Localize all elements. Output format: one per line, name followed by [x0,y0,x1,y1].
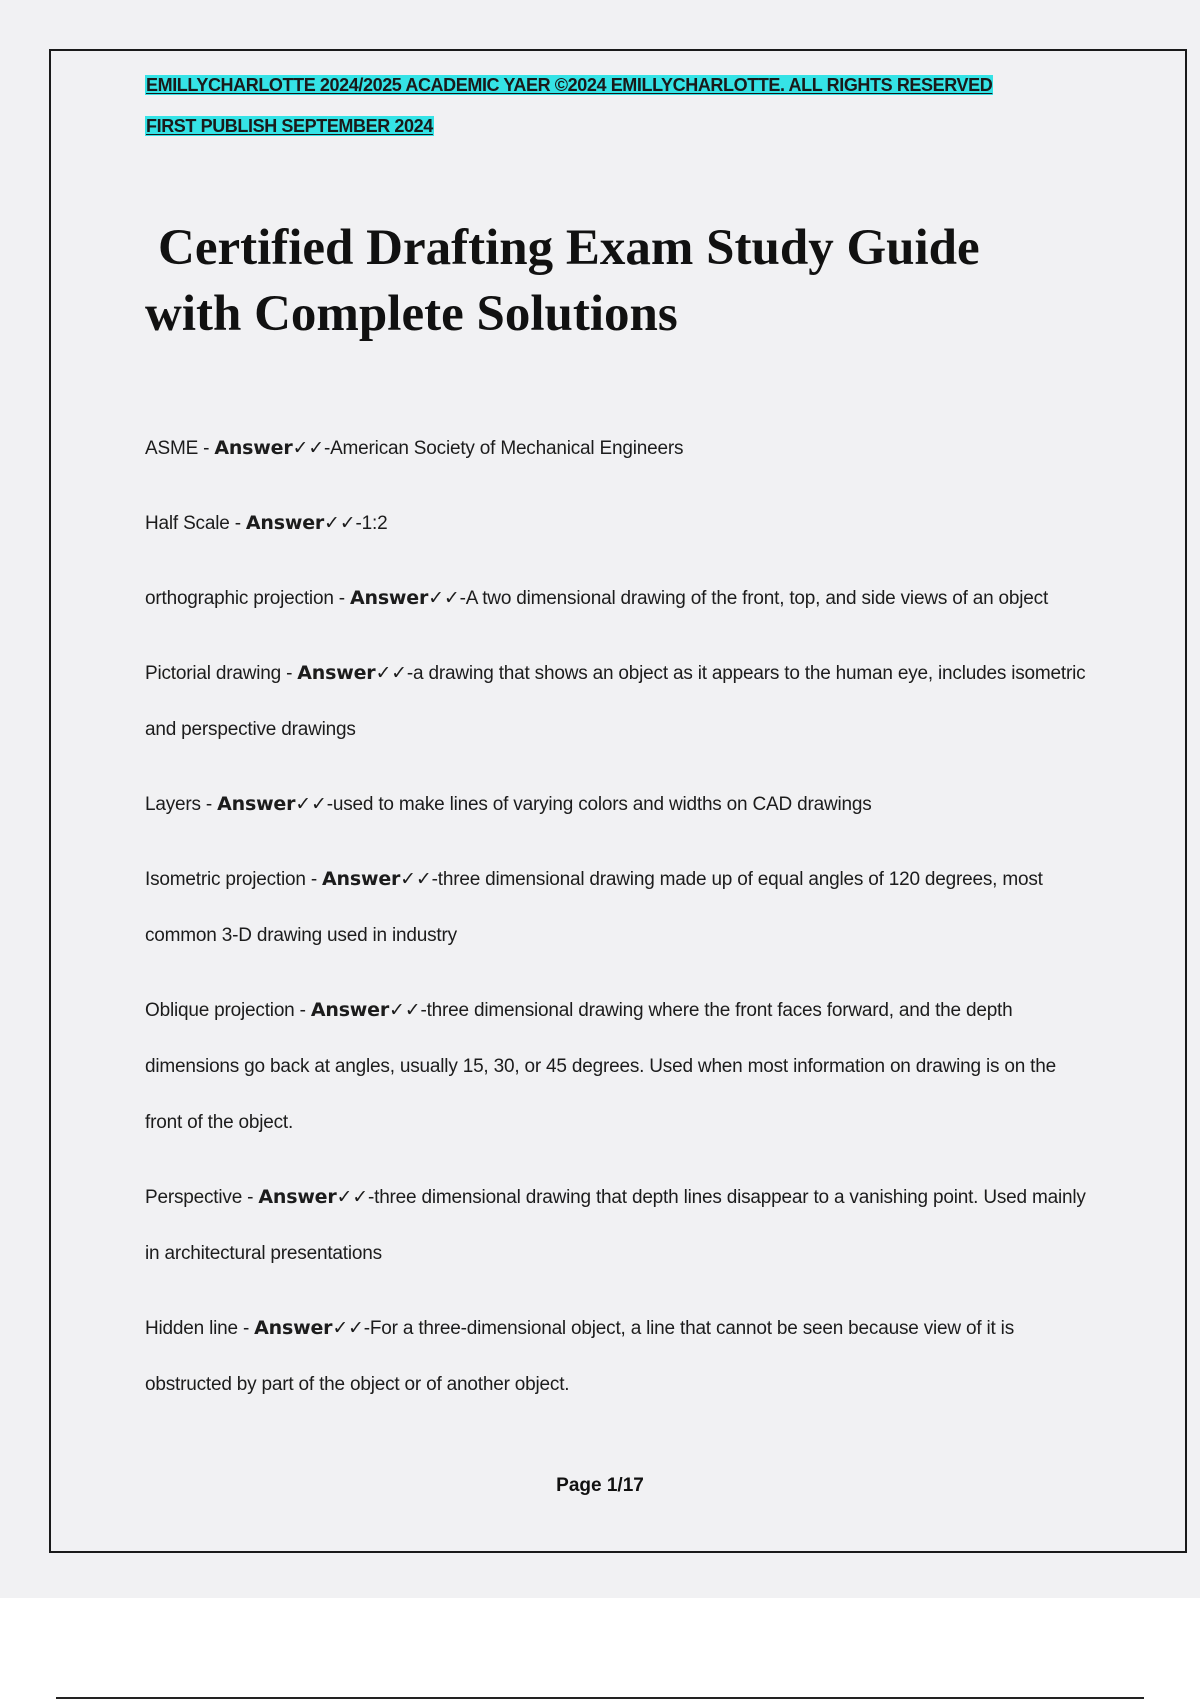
qa-entry: Isometric projection - Answer✓✓-three dimensional drawing made up of equal angles of 120 degrees, most common 3-D drawing used in industry [145,868,1043,946]
entry-term: orthographic projection [145,588,334,609]
qa-entry: Oblique projection - Answer✓✓-three dimensional drawing where the front faces forward, and the depth dimensions go back at angles, usually 15, 30, or 45 degrees. Used when most information on drawing is on the front of the object. [145,999,1056,1133]
qa-entry: Half Scale - Answer✓✓-1:2 [145,512,388,534]
answer-marker: Answer✓✓ [245,512,356,534]
copyright-header: EMILLYCHARLOTTE 2024/2025 ACADEMIC YAER ©2024 EMILLYCHARLOTTE. ALL RIGHTS RESERVED [146,75,993,95]
qa-entry: ASME - Answer✓✓-American Society of Mechanical Engineers [145,437,684,459]
entry-answer: For a three-dimensional object, a line that cannot be seen because view of it is obstructed by part of the object or of another object. [145,1318,1015,1395]
entry-term: Perspective [145,1187,243,1208]
page-number: Page 1/17 [556,1475,644,1496]
answer-marker: Answer✓✓ [217,793,327,815]
answer-marker: Answer✓✓ [297,662,407,684]
entry-answer: used to make lines of varying colors and widths on CAD drawings [332,794,872,815]
qa-entry: orthographic projection - Answer✓✓-A two dimensional drawing of the front, top, and side views of an object [145,587,1049,609]
answer-marker: Answer✓✓ [349,587,460,609]
entry-answer: three dimensional drawing where the front faces forward, and the depth dimensions go back at angles, usually 15, 30, or 45 degrees. Used when most information on drawing is on the front of the object. [145,1000,1056,1133]
title-line-2: with Complete Solutions [145,286,678,342]
entry-answer: A two dimensional drawing of the front, top, and side views of an object [465,588,1049,609]
entry-term: Pictorial drawing [145,663,281,684]
entry-answer: 1:2 [361,513,388,534]
entry-term: Oblique projection [145,1000,295,1021]
qa-entry: Hidden line - Answer✓✓-For a three-dimensional object, a line that cannot be seen because view of it is obstructed by part of the object or of another object. [145,1317,1015,1395]
entry-answer: American Society of Mechanical Engineers [330,438,684,459]
answer-marker: Answer✓✓ [322,868,432,890]
entry-term: Half Scale [145,513,230,534]
qa-entry: Perspective - Answer✓✓-three dimensional drawing that depth lines disappear to a vanishing point. Used mainly in architectural presentations [145,1186,1086,1264]
qa-entry: Pictorial drawing - Answer✓✓-a drawing that shows an object as it appears to the human eye, includes isometric and perspective drawings [145,662,1086,740]
entry-term: Hidden line [145,1318,238,1339]
answer-marker: Answer✓✓ [254,1317,364,1339]
qa-entry: Layers - Answer✓✓-used to make lines of varying colors and widths on CAD drawings [145,793,872,815]
entry-term: ASME [145,438,199,459]
entry-answer: a drawing that shows an object as it appears to the human eye, includes isometric and perspective drawings [145,663,1086,740]
title-line-1: Certified Drafting Exam Study Guide [158,220,980,276]
answer-marker: Answer✓✓ [258,1186,368,1208]
page-divider [56,1697,1144,1699]
answer-marker: Answer✓✓ [214,437,324,459]
entry-answer: three dimensional drawing made up of equal angles of 120 degrees, most common 3-D drawing used in industry [145,869,1043,946]
entry-answer: three dimensional drawing that depth lines disappear to a vanishing point. Used mainly in architectural presentations [145,1187,1086,1264]
page-title [145,215,1095,347]
entry-term: Isometric projection [145,869,306,890]
publish-date-header: FIRST PUBLISH SEPTEMBER 2024 [146,116,433,136]
answer-marker: Answer✓✓ [310,999,421,1021]
qa-list [145,420,1090,1431]
entry-term: Layers [145,794,201,815]
